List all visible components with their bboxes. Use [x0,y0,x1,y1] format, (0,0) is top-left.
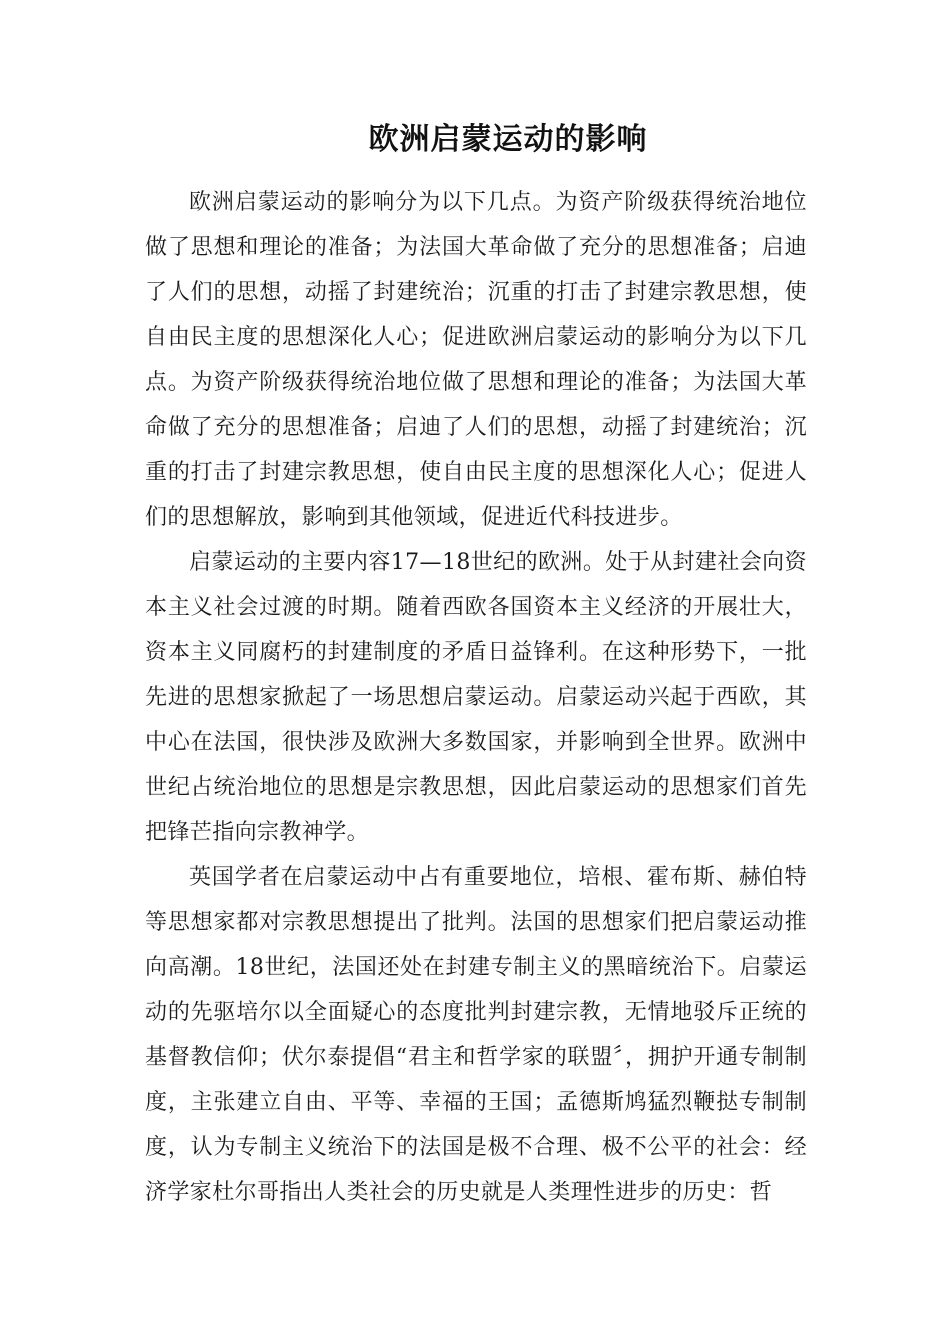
paragraph-2: 启蒙运动的主要内容17—18世纪的欧洲。处于从封建社会向资本主义社会过渡的时期。随着西欧各国资本主义经济的开展壮大，资本主义同腐朽的封建制度的矛盾日益锋利。在这种形势下，一批先进的思想家掀起了一场思想启蒙运动。启蒙运动兴起于西欧，其中心在法国，很快涉及欧洲大多数国家，并影响到全世界。欧洲中世纪占统治地位的思想是宗教思想，因此启蒙运动的思想家们首先把锋芒指向宗教神学。 [145,550,807,845]
document-title: 欧洲启蒙运动的影响 [368,122,648,157]
document-body [145,180,807,1215]
paragraph-3: 英国学者在启蒙运动中占有重要地位，培根、霍布斯、赫伯特等思想家都对宗教思想提出了批判。法国的思想家们把启蒙运动推向高潮。18世纪，法国还处在封建专制主义的黑暗统治下。启蒙运动的先驱培尔以全面疑心的态度批判封建宗教，无情地驳斥正统的基督教信仰；伏尔泰提倡“君主和哲学家的联盟〞，拥护开通专制制度，主张建立自由、平等、幸福的王国；孟德斯鸠猛烈鞭挞专制制度，认为专制主义统治下的法国是极不合理、极不公平的社会：经济学家杜尔哥指出人类社会的历史就是人类理性进步的历史：哲 [145,865,807,1205]
paragraph-1: 欧洲启蒙运动的影响分为以下几点。为资产阶级获得统治地位做了思想和理论的准备；为法国大革命做了充分的思想准备；启迪了人们的思想，动摇了封建统治；沉重的打击了封建宗教思想，使自由民主度的思想深化人心；促进欧洲启蒙运动的影响分为以下几点。为资产阶级获得统治地位做了思想和理论的准备；为法国大革命做了充分的思想准备；启迪了人们的思想，动摇了封建统治；沉重的打击了封建宗教思想，使自由民主度的思想深化人心；促进人们的思想解放，影响到其他领域，促进近代科技进步。 [145,190,807,530]
